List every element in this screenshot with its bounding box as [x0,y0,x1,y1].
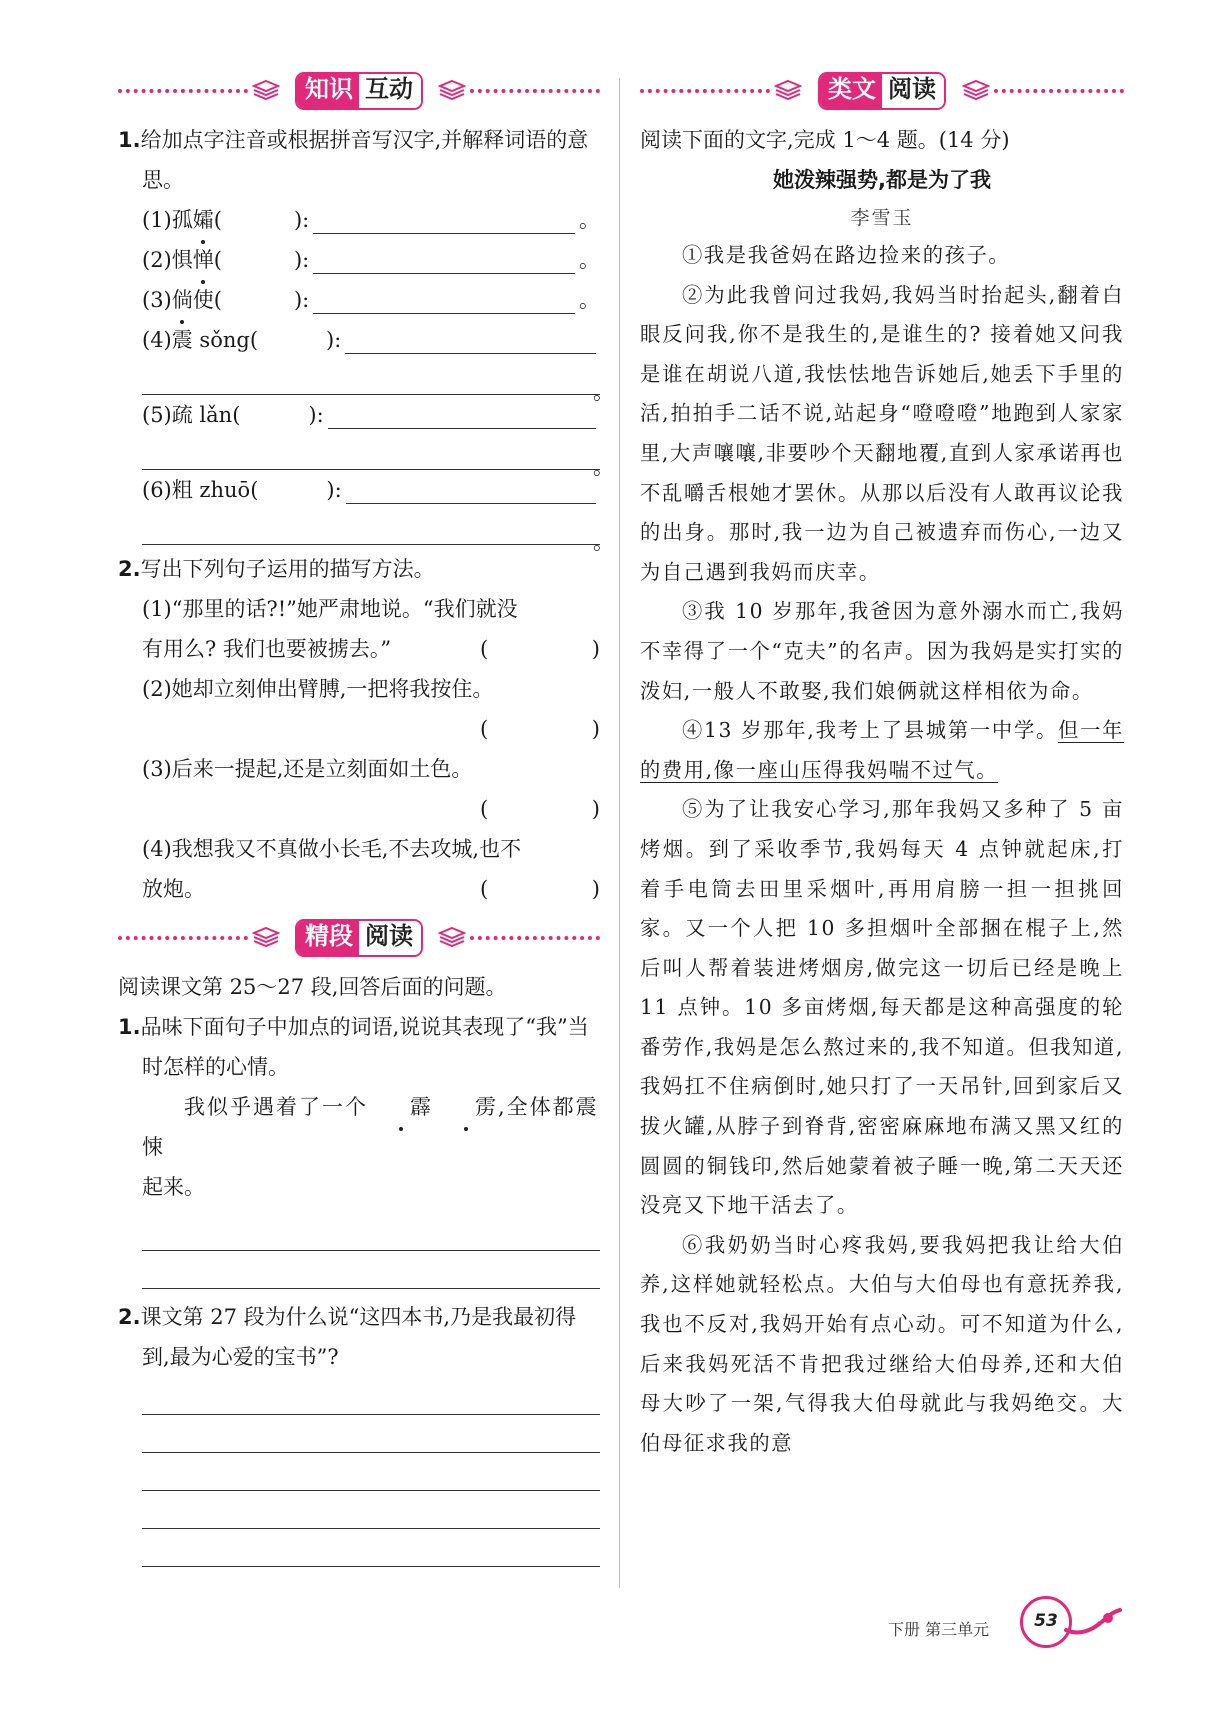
dotted-rule [118,936,248,940]
reading-intro: 阅读课文第 25～27 段,回答后面的问题。 [118,975,507,999]
paren-open: ( [480,797,489,821]
period: 。 [579,288,600,312]
answer-line-continued[interactable] [142,510,614,554]
stack-icon [438,79,466,101]
paren-close: ): [293,248,310,272]
period: 。 [579,208,600,232]
section-title-part2: 阅读 [359,921,421,955]
period: 。 [593,530,614,554]
paren-open: ( [480,637,489,661]
paren-close: ): [326,328,342,352]
item-label-rest: 使 [192,288,214,312]
fill-item-6 [118,470,600,510]
paren-open: ( [480,717,489,741]
paren-close: ): [308,403,324,427]
question-number: 2. [118,557,141,581]
article-author: 李雪玉 [850,207,914,229]
answer-line-continued[interactable] [142,435,614,479]
section-title [295,919,423,957]
paren-open: ( [213,248,222,272]
sentence-text: 有用么? 我们也要被掳去。” [142,637,392,661]
sentence-text: 放炮。 [142,877,205,901]
question-number: 2. [118,1305,141,1329]
paren-open: ( [249,328,259,352]
sentence-4-line-2 [118,869,600,909]
period: 。 [593,380,614,404]
dotted-char: 惮 [193,240,214,280]
answer-line[interactable] [142,1453,600,1491]
stack-icon [438,926,466,948]
dotted-rule [470,89,600,93]
paren-open: ( [213,288,222,312]
sentence-1-line-2 [118,629,600,669]
paren-close: ): [326,478,342,502]
left-column [118,70,614,1567]
item-label: (3) [142,288,172,312]
right-column [640,70,1124,1463]
dotted-rule [470,936,600,940]
answer-line[interactable] [313,283,575,314]
item-label: (2)惧 [142,248,193,272]
section-header-reading [118,917,600,957]
answer-line-continued[interactable] [142,360,614,404]
sentence-2: (2)她却立刻伸出臂膊,一把将我按住。 [142,677,494,701]
footer-unit-label: 下册 第三单元 [888,1620,990,1639]
answer-line[interactable] [142,1251,600,1289]
paragraph-1: ①我是我爸妈在路边捡来的孩子。 [682,243,1011,267]
section-title-part1: 类文 [820,74,882,108]
stack-icon [962,79,990,101]
question-number: 1. [118,1015,141,1039]
page-number: 53 [1020,1596,1072,1648]
dotted-char: 霹 [368,1087,433,1127]
swoosh-icon [1064,1600,1124,1640]
answer-line[interactable] [313,203,575,234]
dotted-rule [640,89,770,93]
paren-close: ): [293,288,310,312]
article-title: 她泼辣强势,都是为了我 [773,168,991,192]
paren-close: ): [293,208,310,232]
quote-text: ,全体都震悚 [142,1095,599,1159]
paren-open: ( [213,208,222,232]
question-2 [118,549,600,589]
answer-line[interactable] [142,1415,600,1453]
period: 。 [593,455,614,479]
passage-intro: 阅读下面的文字,完成 1～4 题。(14 分) [640,128,1010,152]
answer-paren[interactable] [480,869,600,909]
item-label: (5)疏 lǎn [142,403,233,427]
answer-line[interactable] [346,473,596,504]
answer-line[interactable] [142,1491,600,1529]
question-text: 品味下面句子中加点的词语,说说其表现了“我”当时怎样的心情。 [140,1015,589,1079]
answer-line[interactable] [142,1377,600,1415]
dotted-char: 雳 [433,1087,498,1127]
item-label: (4)震 sǒng [142,328,250,352]
fill-item-3 [118,280,600,320]
sentence-4-line-1: (4)我想我又不真做小长毛,不去攻城,也不 [142,837,522,861]
column-divider [619,78,620,1588]
answer-paren[interactable] [480,629,600,669]
answer-paren[interactable] [118,709,600,749]
paragraph-4 [640,711,1124,790]
question-text: 写出下列句子运用的描写方法。 [140,557,435,581]
paren-close: ) [591,717,600,741]
section-title-part1: 知识 [297,74,359,108]
question-number: 1. [118,128,141,152]
paragraph-3: ③我 10 岁那年,我爸因为意外溺水而亡,我妈不幸得了一个“克夫”的名声。因为我妈是实打实的泼妇,一般人不敢娶,我们娘俩就这样相依为命。 [640,599,1124,703]
section-title-part2: 阅读 [882,74,944,108]
paragraph-text: ④13 岁那年,我考上了县城第一中学。 [682,718,1059,743]
question-text: 课文第 27 段为什么说“这四本书,乃是我最初得到,最为心爱的宝书”? [140,1305,577,1369]
fill-item-5 [118,395,600,435]
paren-open: ( [250,478,259,502]
dotted-rule [118,89,248,93]
period: 。 [579,248,600,272]
paren-close: ) [591,877,600,901]
sentence-1-line-1: (1)“那里的话?!”她严肃地说。“我们就没 [142,597,518,621]
section-title [295,72,423,110]
stack-icon [774,79,802,101]
underlined-sentence: 但一年的费用,像一座山压得我妈喘不过气。 [640,718,1124,782]
answer-line[interactable] [142,1213,600,1251]
answer-line[interactable] [328,398,596,429]
section-header-knowledge [118,70,600,110]
paren-open: ( [480,877,489,901]
item-label: (6)粗 zhuō [142,478,251,502]
paragraph-6: ⑥我奶奶当时心疼我妈,要我妈把我让给大伯养,这样她就轻松点。大伯与大伯母也有意抚养我,我也不反对,我妈开始有点心动。可不知道为什么,后来我妈死活不肯把我过继给大伯母养,还和大伯母大吵了一架,气得我大伯母就此与我妈绝交。大伯母征求我的意 [640,1232,1124,1455]
stack-icon [252,926,280,948]
stack-icon [252,79,280,101]
fill-item-4 [118,320,600,360]
quoted-sentence-end: 起来。 [142,1175,205,1199]
answer-line[interactable] [345,323,596,354]
section-title-part2: 互动 [359,74,421,108]
paren-open: ( [232,403,241,427]
paren-close: ) [591,797,600,821]
question-text: 给加点字注音或根据拼音写汉字,并解释词语的意思。 [140,128,589,192]
fill-item-2 [118,240,600,280]
paren-close: ) [591,637,600,661]
section-header-similar-text [640,70,1124,110]
reading-question-1 [118,1007,600,1087]
section-title [818,72,946,110]
quote-text: 我似乎遇着了一个 [184,1095,368,1119]
dotted-char: 孀 [193,200,214,240]
question-1 [118,120,600,200]
dotted-rule [994,89,1124,93]
sentence-3: (3)后来一提起,还是立刻面如土色。 [142,757,473,781]
fill-item-1 [118,200,600,240]
reading-question-2 [118,1297,600,1377]
answer-line[interactable] [142,1529,600,1567]
paragraph-5: ⑤为了让我安心学习,那年我妈又多种了 5 亩烤烟。到了采收季节,我妈每天 4 点钟就起床,打着手电筒去田里采烟叶,再用肩膀一担一担挑回家。又一个人把 10 多担烟叶全部捆在棍子上,然后叫人帮着装进烤烟房,做完这一切后已经是晚上 11 点钟。10 多亩烤烟,每天都是这种高强度的轮番劳作,我妈是怎么熬过来的,我不知道。但我知道,我妈扛不住病倒时,她只打了一天吊针,回到家后又拔火罐,从脖子到脊背,密密麻麻地布满又黑又红的圆圆的铜钱印,然后她蒙着被子睡一晚,第二天天还没亮又下地干活去了。 [640,797,1124,1218]
answer-line[interactable] [313,243,575,274]
quoted-sentence [118,1087,600,1167]
item-label: (1)孤 [142,208,193,232]
section-title-part1: 精段 [297,921,359,955]
paragraph-2: ②为此我曾问过我妈,我妈当时抬起头,翻着白眼反问我,你不是我生的,是谁生的? 接着她又问我是谁在胡说八道,我怯怯地告诉她后,她丢下手里的活,拍拍手二话不说,站起身“噔噔噔”地跑到人家家里,大声嚷嚷,非要吵个天翻地覆,直到人家承诺再也不乱嚼舌根她才罢休。从那以后没有人敢再议论我的出身。那时,我一边为自己被遗弃而伤心,一边又为自己遇到我妈而庆幸。 [640,282,1124,584]
answer-paren[interactable] [118,789,600,829]
dotted-char: 倘 [172,280,193,320]
